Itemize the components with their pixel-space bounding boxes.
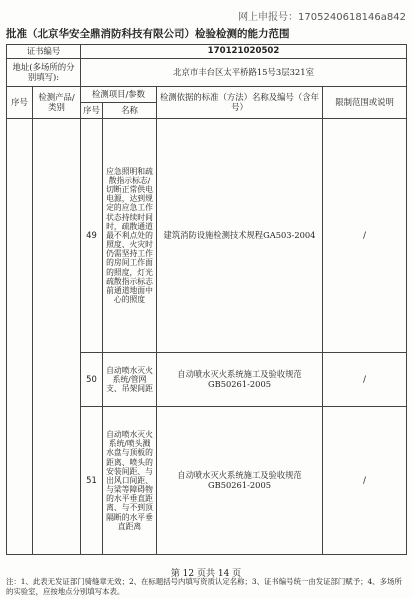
address-value: 北京市丰台区太平桥路15号3层321室 (81, 59, 407, 87)
page-number: 第 12 页共 14 页 (170, 569, 242, 579)
item-name: 应急照明和疏散指示标志/切断正常供电电源，达到规定的应急工作状态持续时间时，疏散通道最不利点处的照度、火灾时仍需坚持工作的房间工作面的照度，灯光疏散指示标志前通道地面中心的照度 (103, 119, 157, 353)
item-seq: 51 (81, 407, 103, 555)
certificate-row (7, 45, 407, 59)
web-report-number: 网上申报号：17052406181​46a842 (238, 12, 406, 23)
item-standard: 建筑消防设施检测技术规程GA503-2004 (157, 119, 323, 353)
item-name: 自动喷水灭火系统/喷头溅水盘与顶板的距离、喷头的安装间距、与出风口间距、与梁等障碍物的水平垂直距离、与不到顶隔断的水平垂直距离 (103, 407, 157, 555)
footer-note: 注：1、此表无发证部门骑缝章无效；2、在标题括号内填写资质认定名称；3、证书编号统一由发证部门赋予；4、多场所的实验室，应按地点分别填写本表。 (6, 577, 402, 596)
item-seq: 49 (81, 119, 103, 353)
item-limit: / (323, 119, 407, 353)
column-header-limit: 限制范围或说明 (323, 87, 407, 119)
row-seq-cell (7, 119, 33, 555)
row-category-cell (33, 119, 81, 555)
table-row (7, 119, 407, 353)
column-header-category: 检测产品/类别 (33, 87, 81, 119)
capability-table (6, 44, 407, 555)
document-title: 批准（北京华安全鼎消防科技有限公司）检验检测的能力范围 (6, 28, 290, 40)
column-header-item-seq: 序号 (81, 103, 103, 119)
address-label: 地址(多场所的分别填写): (7, 59, 81, 87)
address-row (7, 59, 407, 87)
column-header-standard: 检测依据的标准（方法）名称及编号（含年号） (157, 87, 323, 119)
item-standard: 自动喷水灭火系统施工及验收规范GB50261-2005 (157, 407, 323, 555)
item-standard: 自动喷水灭火系统施工及验收规范GB50261-2005 (157, 353, 323, 407)
column-header-items-group: 检测项目/参数 (81, 87, 157, 103)
item-name: 自动喷水灭火系统/管网支、吊架间距 (103, 353, 157, 407)
column-header-seq: 序号 (7, 87, 33, 119)
column-header-item-name: 名称 (103, 103, 157, 119)
item-limit: / (323, 353, 407, 407)
item-limit: / (323, 407, 407, 555)
certificate-label: 证书编号 (7, 45, 81, 59)
column-header-row-1 (7, 87, 407, 103)
certificate-number: 170121020502 (81, 45, 407, 59)
item-seq: 50 (81, 353, 103, 407)
